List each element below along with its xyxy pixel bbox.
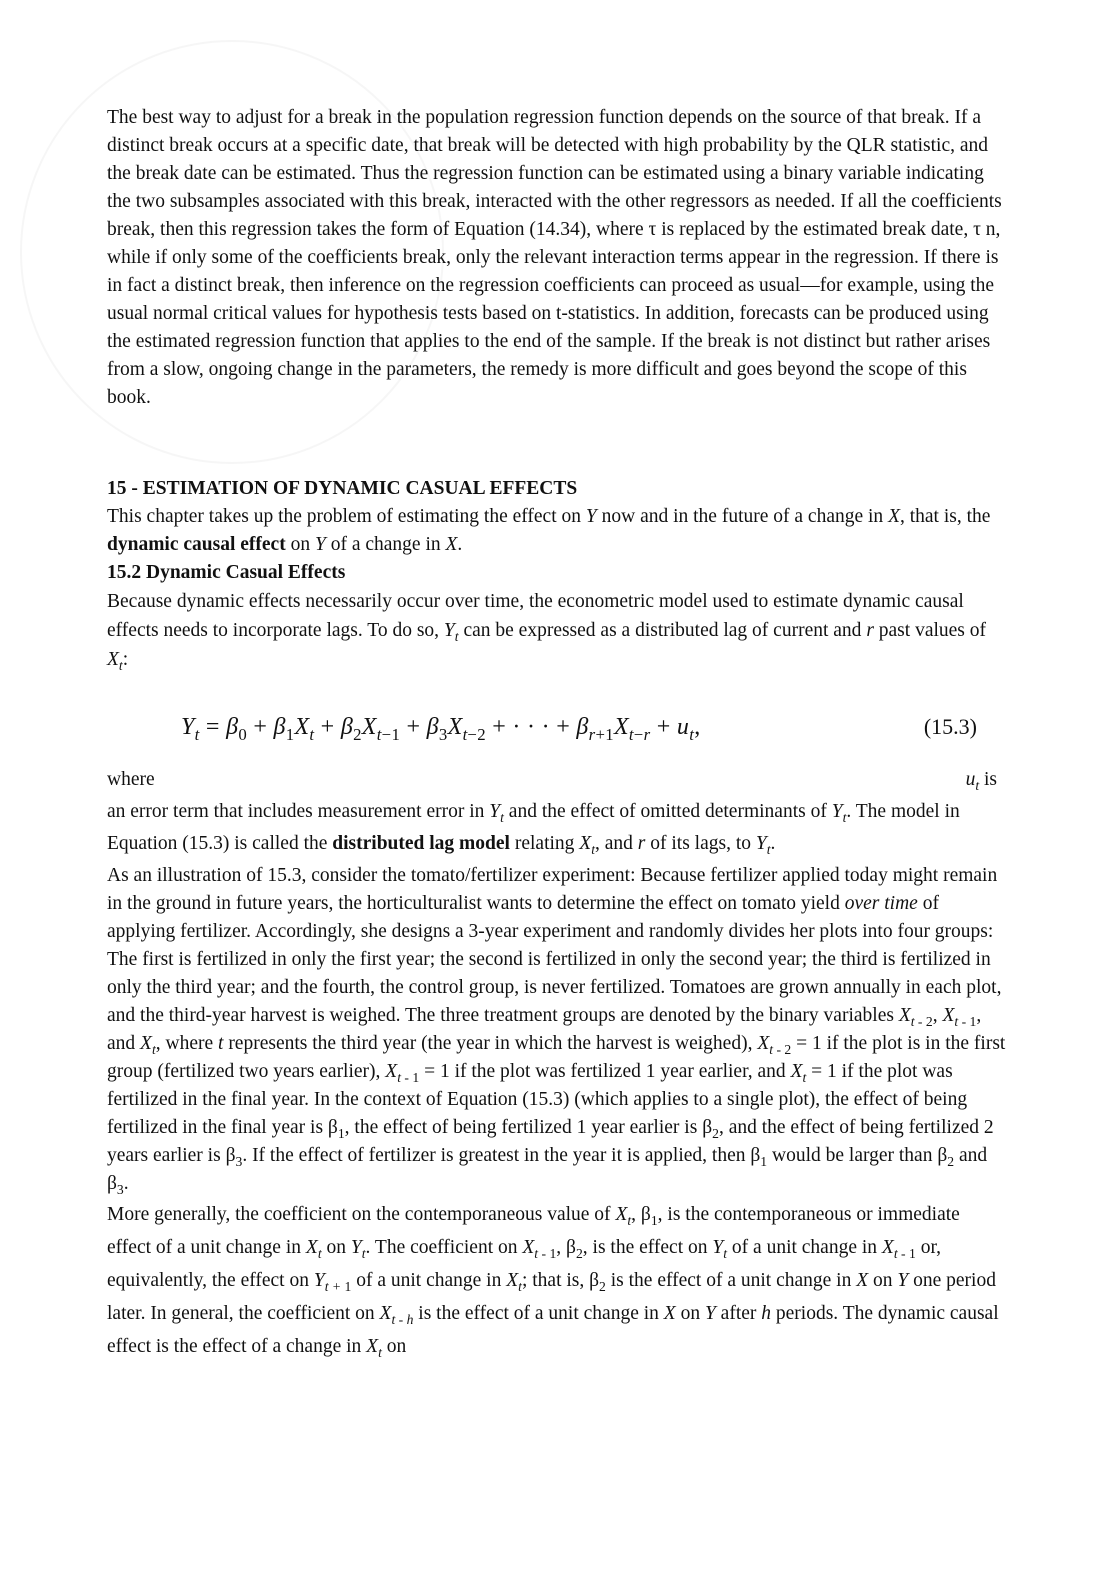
document-page xyxy=(107,104,1007,1363)
section-heading: 15.2 Dynamic Casual Effects xyxy=(107,562,346,583)
error-term-paragraph: an error term that includes measurement error in $Y_t$ and the effect of omitted determinants of $Y_t$. The model in Equation (15.3) is called the distributed lag model relating $X_t$, and r of its lags, to $Y_t$. xyxy=(107,801,960,857)
chapter-intro: This chapter takes up the problem of estimating the effect on Y now and in the future of a change in X, that is, the dynamic causal effect on Y of a change in X. xyxy=(107,506,991,555)
paragraph-break-adjustment: The best way to adjust for a break in the population regression function depends on the source of that break. If a distinct break occurs at a specific date, that break will be detected with high probability by the QLR statistic, and the break date can be estimated. Thus the regression function can be estimated using a binary variable indicating the two subsamples associated with this break, interacted with the other regressors as needed. If all the coefficients break, then this regression takes the form of Equation (14.34), where τ is replaced by the estimated break date, τ n, while if only some of the coefficients break, only the relevant interaction terms appear in the regression. If there is in fact a distinct break, then inference on the regression coefficients can proceed as usual—for example, using the usual normal critical values for hypothesis tests based on t-statistics. In addition, forecasts can be produced using the estimated regression function that applies to the end of the sample. If the break is not distinct but rather arises from a slow, ongoing change in the parameters, the remedy is more difficult and goes beyond the scope of this book. xyxy=(107,107,1002,408)
chapter-heading: 15 - ESTIMATION OF DYNAMIC CASUAL EFFECTS xyxy=(107,478,578,499)
where-line: where $u_t$ is xyxy=(107,769,997,793)
equation-number: (15.3) xyxy=(923,714,977,739)
equation-body: $Y_t = \beta_0 + \beta_1X_t + \beta_2X_{t-1} + \beta_3X_{t-2}$ + · · · + $\beta_{r+1}X_{t-r} + u_t$, xyxy=(181,714,701,744)
general-paragraph: More generally, the coefficient on the contemporaneous value of $X_t$, $\beta_1$, is the contemporaneous or immediate effect of a unit change in $X_t$ on $Y_t$. The coefficient on $X_{t -}$ $_1$, $\beta_2$, is the effect on $Y_t$ of a unit change in $X_{t -}$ $_1$ or, equivalently, the effect on $Y_{t +}$ $_1$ of a unit change in $X_t$; that is, $\beta_2$ is the effect of a unit change in X on Y one period later. In general, the coefficient on $X_{t - h}$ is the effect of a unit change in X on Y after h periods. The dynamic causal effect is the effect of a change in $X_t$ on xyxy=(107,1204,999,1360)
distributed-lag-equation xyxy=(107,674,1007,764)
illustration-paragraph: As an illustration of 15.3, consider the tomato/fertilizer experiment: Because fertilizer applied today might remain in the ground in future years, the horticulturalist wants to determine the effect on tomato yield over time of applying fertilizer. Accordingly, she designs a 3-year experiment and randomly divides her plots into four groups: The first is fertilized in only the first year; the second is fertilized in only the second year; the third is fertilized in only the third year; and the fourth, the control group, is never fertilized. Tomatoes are grown annually in each plot, and the third-year harvest is weighed. The three treatment groups are denoted by the binary variables $X_{t -}$ $_2$, $X_{t -}$ $_1$, and $X_t$, where t represents the third year (the year in which the harvest is weighed), $X_{t -}$ $_2$ = 1 if the plot is in the first group (fertilized two years earlier), $X_{t -}$ $_1$ = 1 if the plot was fertilized 1 year earlier, and $X_t = 1$ if the plot was fertilized in the final year. In the context of Equation (15.3) (which applies to a single plot), the effect of being fertilized in the final year is $\beta_1$, the effect of being fertilized 1 year earlier is $\beta_2$, and the effect of being fertilized 2 years earlier is $\beta_3$. If the effect of fertilizer is greatest in the year it is applied, then $\beta_1$ would be larger than $\beta_2$ and $\beta_3$. xyxy=(107,865,1006,1197)
section-intro: Because dynamic effects necessarily occur over time, the econometric model used to estimate dynamic causal effects needs to incorporate lags. To do so, $Y_t$ can be expressed as a distributed lag of current and r past values of $X_t$: xyxy=(107,591,987,673)
